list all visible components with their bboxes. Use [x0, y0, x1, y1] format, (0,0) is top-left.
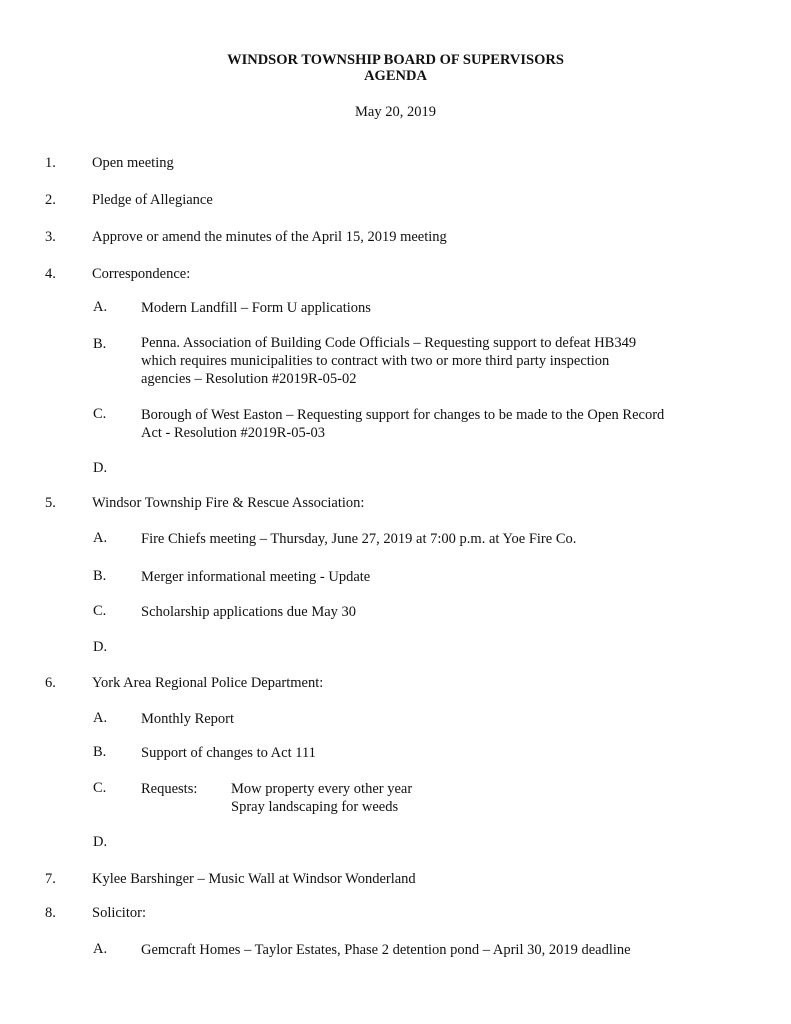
subitem-text: Merger informational meeting - Update	[141, 569, 371, 585]
item-number: 2.	[45, 192, 56, 208]
subitem-label: B.	[93, 744, 107, 760]
subitem-text-line: Penna. Association of Building Code Officials – Requesting support to defeat HB349	[141, 335, 637, 351]
subitem-label: C.	[93, 603, 107, 619]
subitem-text: Fire Chiefs meeting – Thursday, June 27, 2019 at 7:00 p.m. at Yoe Fire Co.	[141, 531, 577, 547]
meeting-date: May 20, 2019	[355, 104, 436, 120]
subitem-text-line: agencies – Resolution #2019R-05-02	[141, 371, 357, 387]
subitem-label: A.	[93, 530, 108, 546]
subitem-text: Monthly Report	[141, 711, 235, 727]
subitem-text: Requests:	[141, 781, 198, 797]
item-number: 1.	[45, 155, 56, 171]
subitem-label: A.	[93, 710, 108, 726]
item-number: 5.	[45, 495, 56, 511]
request-line: Spray landscaping for weeds	[231, 799, 399, 815]
item-text: Correspondence:	[92, 266, 191, 282]
request-line: Mow property every other year	[231, 781, 413, 797]
subitem-text-line: Borough of West Easton – Requesting support for changes to be made to the Open Record	[141, 407, 665, 423]
item-number: 3.	[45, 229, 56, 245]
subitem-text-line: which requires municipalities to contract with two or more third party inspection	[141, 353, 610, 369]
item-text: Solicitor:	[92, 905, 146, 921]
item-text: Pledge of Allegiance	[92, 192, 213, 208]
item-text: Open meeting	[92, 155, 174, 171]
subitem-text-line: Act - Resolution #2019R-05-03	[141, 425, 326, 441]
subitem-label: D.	[93, 834, 108, 850]
subitem-label: D.	[93, 639, 108, 655]
subitem-label: A.	[93, 941, 108, 957]
item-number: 8.	[45, 905, 56, 921]
subitem-label: C.	[93, 780, 107, 796]
subitem-label: A.	[93, 299, 108, 315]
item-text: York Area Regional Police Department:	[92, 675, 324, 691]
document-subtitle: AGENDA	[364, 68, 427, 84]
subitem-text: Scholarship applications due May 30	[141, 604, 357, 620]
item-number: 7.	[45, 871, 56, 887]
subitem-text: Gemcraft Homes – Taylor Estates, Phase 2 detention pond – April 30, 2019 deadline	[141, 942, 631, 958]
item-number: 6.	[45, 675, 56, 691]
subitem-text: Modern Landfill – Form U applications	[141, 300, 371, 316]
item-number: 4.	[45, 266, 56, 282]
document-title: WINDSOR TOWNSHIP BOARD OF SUPERVISORS	[227, 52, 564, 68]
item-text: Kylee Barshinger – Music Wall at Windsor Wonderland	[92, 871, 416, 887]
subitem-label: C.	[93, 406, 107, 422]
subitem-label: B.	[93, 568, 107, 584]
subitem-label: B.	[93, 336, 107, 352]
item-text: Approve or amend the minutes of the April 15, 2019 meeting	[92, 229, 447, 245]
subitem-text: Support of changes to Act 111	[141, 745, 316, 761]
subitem-label: D.	[93, 460, 108, 476]
item-text: Windsor Township Fire & Rescue Association:	[92, 495, 365, 511]
